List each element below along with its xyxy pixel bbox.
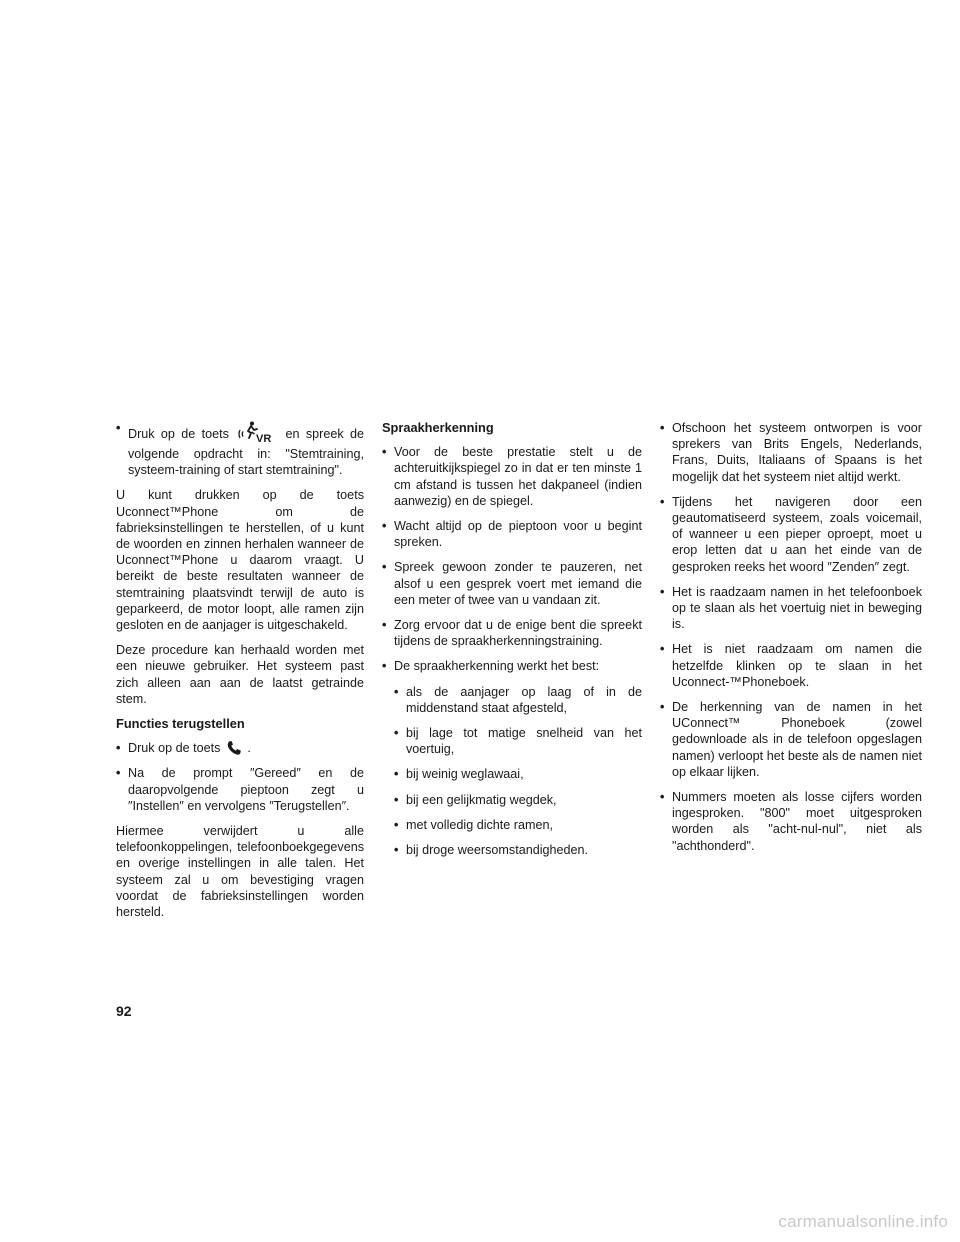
bullet-text: Zorg ervoor dat u de enige bent die spreekt tijdens de spraakherkenningstraining. [394, 618, 642, 649]
bullet-text: Na de prompt ″Gereed″ en de daaropvolgende pieptoon zegt u ″Instellen″ en vervolgens ″Terugstellen″. [128, 766, 364, 813]
sub-bullet-windows [382, 817, 642, 833]
paragraph-restore-defaults: U kunt drukken op de toets Uconnect™Phone om de fabrieksinstellingen te herstellen, of u kunt de woorden en zinnen herhalen wanneer de Uconnect™Phone u daarom vraagt. U bereikt de beste resultaten wanneer de stemtraining plaatsvindt terwijl de auto is geparkeerd, de motor loopt, alle ramen zijn gesloten en de aanjager is uitgeschakeld. [116, 488, 364, 633]
bullet-languages [660, 420, 922, 485]
bullet-dot: • [394, 843, 399, 858]
bullet-press-phone [116, 740, 364, 756]
bullet-text: Tijdens het navigeren door een geautomatiseerd systeem, zoals voicemail, of wanneer u een pieper oproept, moet u erop letten dat u aan het einde van de gesproken reeks het woord ″Zenden″ zegt. [672, 494, 922, 574]
svg-text:VR: VR [256, 433, 272, 445]
sub-bullet-road-noise [382, 766, 642, 782]
bullet-numbers [660, 789, 922, 854]
sub-bullet-blower [382, 684, 642, 716]
bullet-dot: • [382, 445, 387, 460]
sub-bullet-road-surface [382, 792, 642, 808]
bullet-dot: • [116, 766, 121, 781]
bullet-wait-beep [382, 518, 642, 550]
bullet-dot: • [660, 494, 665, 509]
bullet-text-pre: Druk op de toets [128, 427, 229, 441]
bullet-text: Het is niet raadzaam om namen die hetzelfde klinken op te slaan in het Uconnect-™Phoneboek. [672, 642, 922, 689]
bullet-similar-names [660, 641, 922, 690]
bullet-text: Voor de beste prestatie stelt u de achteruitkijkspiegel zo in dat er ten minste 1 cm afstand is tussen het dakpaneel (indien aanwezig) en de spiegel. [394, 445, 642, 508]
bullet-text-post: en spreek de volgende opdracht in: "Stemtraining, systeem-training of start stemtraining". [128, 427, 365, 478]
bullet-dot: • [394, 792, 399, 807]
bullet-text: Nummers moeten als losse cijfers worden ingesproken. "800" moet uitgesproken worden als "acht-nul-nul", niet als "achthonderd". [672, 790, 922, 853]
bullet-text: bij weinig weglawaai, [406, 767, 524, 782]
bullet-dot: • [382, 659, 387, 674]
bullet-store-names-stationary [660, 584, 922, 633]
bullet-text-pre: Druk op de toets [128, 741, 221, 756]
bullet-text: Het is raadzaam namen in het telefoonboek op te slaan als het voertuig niet in beweging is. [672, 584, 922, 632]
bullet-dot: • [394, 684, 399, 699]
bullet-text: bij droge weersomstandigheden. [406, 843, 589, 858]
bullet-speak-normally [382, 559, 642, 608]
bullet-mirror [382, 444, 642, 509]
column-middle [382, 420, 642, 867]
bullet-text: Wacht altijd op de pieptoon voor u begint spreken. [394, 519, 642, 550]
column-left [116, 420, 364, 929]
bullet-text: met volledig dichte ramen, [406, 817, 553, 832]
bullet-dot: • [394, 726, 399, 741]
bullet-text: als de aanjager op laag of in de middenstand staat afgesteld, [406, 684, 642, 715]
bullet-dot: • [660, 790, 665, 805]
bullet-dot: • [382, 618, 387, 633]
page-number: 92 [116, 1003, 132, 1019]
bullet-dot: • [660, 584, 665, 599]
watermark: carmanualsonline.info [778, 1212, 948, 1231]
bullet-text: Spreek gewoon zonder te pauzeren, net alsof u een gesprek voert met iemand die een meter of twee van u vandaan zit. [394, 560, 642, 607]
voice-recognition-vr-icon [237, 420, 277, 446]
sub-bullet-weather [382, 842, 642, 858]
bullet-text: bij een gelijkmatig wegdek, [406, 792, 557, 807]
bullet-dot: • [394, 767, 399, 782]
bullet-automated-system [660, 494, 922, 575]
bullet-name-recognition [660, 699, 922, 780]
phone-handset-icon [226, 740, 242, 756]
paragraph-new-user: Deze procedure kan herhaald worden met een nieuwe gebruiker. Het systeem past zich alleen aan aan de laatst getrainde stem. [116, 643, 364, 706]
column-right [660, 420, 922, 863]
bullet-dot: • [382, 560, 387, 575]
bullet-dot: • [116, 421, 121, 435]
bullet-text: De herkenning van de namen in het UConnect™ Phoneboek (zowel gedownloade als in de telefoon opgeslagen namen) verloopt het beste als de namen niet op elkaar lijken. [672, 700, 922, 779]
bullet-dot: • [660, 700, 665, 715]
bullet-dot: • [660, 642, 665, 657]
bullet-text: Ofschoon het systeem ontworpen is voor sprekers van Brits Engels, Nederlands, Frans, Duits, Italiaans of Spaans is het mogelijk dat het systeem niet altijd werkt. [672, 421, 922, 484]
bullet-only-speaker [382, 617, 642, 649]
bullet-text: bij lage tot matige snelheid van het voertuig, [406, 726, 642, 757]
bullet-voice-training [116, 420, 364, 478]
bullet-dot: • [394, 817, 399, 832]
bullet-dot: • [660, 421, 665, 435]
bullet-text-post: . [247, 741, 251, 756]
bullet-dot: • [382, 519, 387, 534]
bullet-works-best [382, 658, 642, 674]
bullet-dot: • [116, 741, 121, 756]
bullet-prompt-reset [116, 765, 364, 814]
heading-voice-recognition: Spraakherkenning [382, 420, 494, 435]
heading-reset-functions: Functies terugstellen [116, 716, 245, 732]
sub-bullet-speed [382, 725, 642, 757]
paragraph-reset-effect: Hiermee verwijdert u alle telefoonkoppelingen, telefoonboekgegevens en overige instellingen in alle talen. Het systeem zal u om bevestiging vragen voordat de fabrieksinstellingen worden hersteld. [116, 824, 364, 920]
bullet-text: De spraakherkenning werkt het best: [394, 659, 600, 674]
